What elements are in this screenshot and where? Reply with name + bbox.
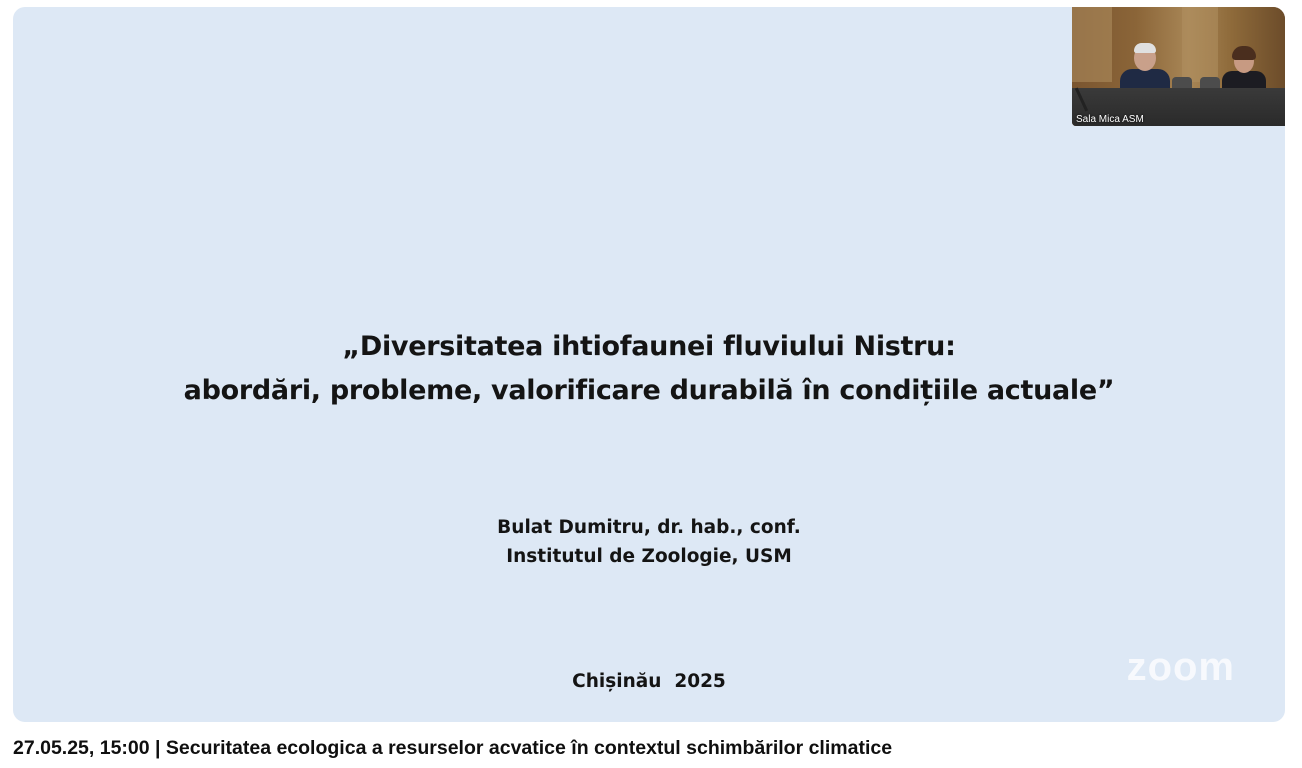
zoom-watermark-logo: zoom (1126, 645, 1235, 689)
slide-author-block (13, 513, 1285, 571)
webcam-room-label: Sala Mica ASM (1076, 114, 1144, 125)
webcam-thumbnail (1072, 7, 1285, 126)
slide-title-line-2: abordări, probleme, valorificare durabilă în condițiile actuale” (183, 375, 1115, 406)
webcam-wall-panel (1182, 7, 1218, 82)
video-title: 27.05.25, 15:00 | Securitatea ecologica a resurselor acvatice în contextul schimbărilor climatice (13, 737, 893, 759)
slide-title (13, 325, 1285, 413)
video-player[interactable] (13, 7, 1285, 722)
slide-author-institution: Institutul de Zoologie, USM (506, 546, 792, 567)
slide-title-line-1: „Diversitatea ihtiofaunei fluviului Nistru: (342, 331, 956, 362)
slide-location-year: Chișinău 2025 (572, 671, 726, 692)
slide-author-name: Bulat Dumitru, dr. hab., conf. (497, 517, 801, 538)
webcam-wall-panel (1072, 7, 1112, 82)
